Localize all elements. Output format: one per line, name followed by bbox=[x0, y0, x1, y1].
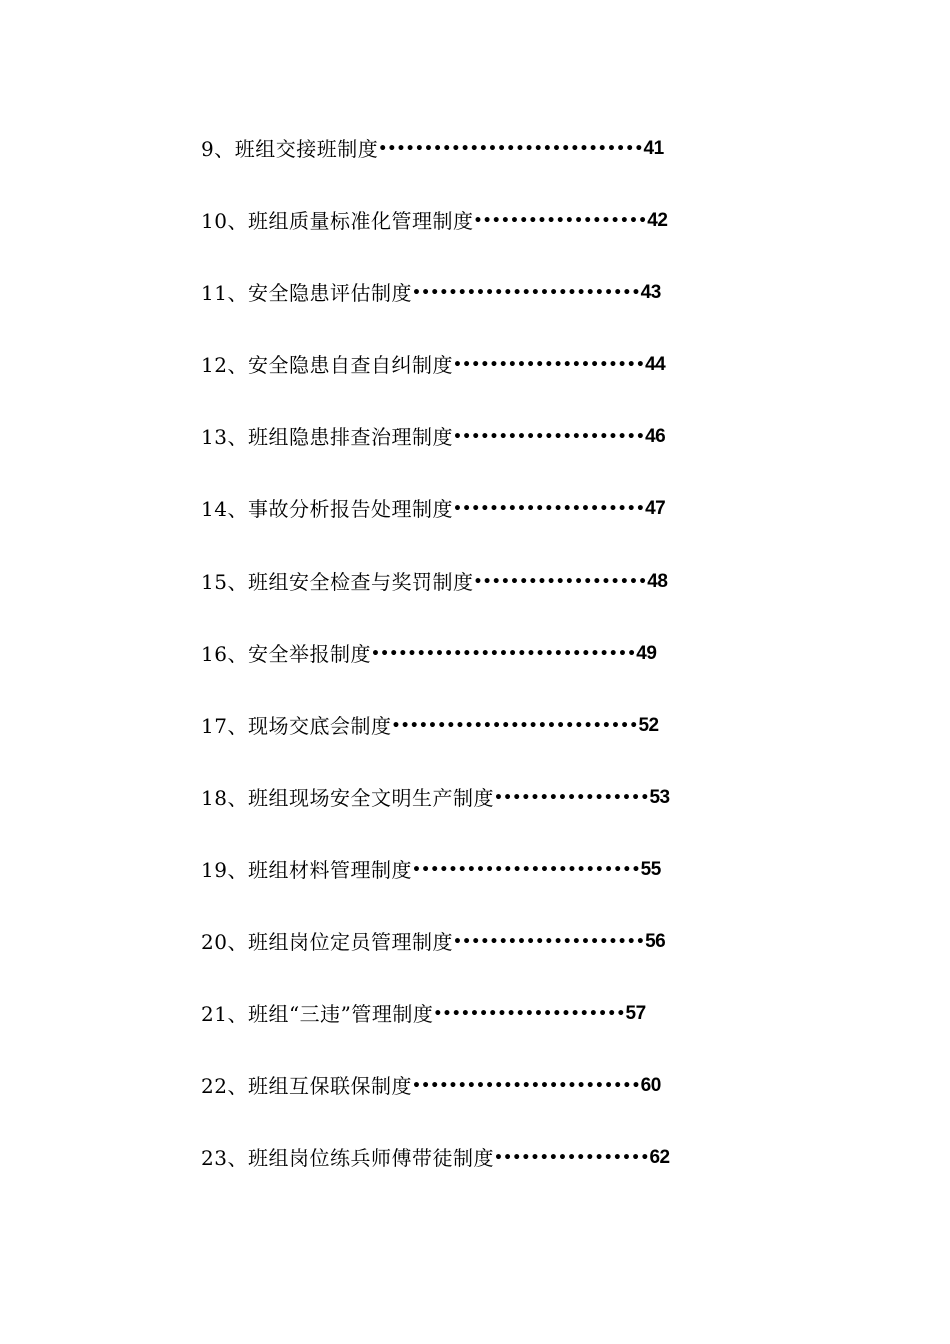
toc-page-number: 42 bbox=[647, 210, 668, 232]
toc-dot-leader: ••••••••••••••••••••••••••••• bbox=[378, 141, 644, 157]
toc-entry-title: 11、安全隐患评估制度 bbox=[201, 281, 412, 306]
toc-dot-leader: ••••••••••••••••••••••••• bbox=[411, 1078, 641, 1095]
toc-entry[interactable] bbox=[201, 852, 761, 924]
toc-dot-leader: ••••••••••••••••••• bbox=[473, 213, 648, 230]
toc-dot-leader: ••••••••••••••••• bbox=[493, 789, 650, 806]
toc-entry-title: 12、安全隐患自查自纠制度 bbox=[201, 353, 453, 378]
toc-entry-title: 22、班组互保联保制度 bbox=[201, 1074, 412, 1099]
toc-entry-title: 9、班组交接班制度 bbox=[201, 137, 379, 161]
table-of-contents bbox=[201, 131, 761, 1212]
toc-entry-title: 14、事故分析报告处理制度 bbox=[201, 497, 453, 522]
toc-entry[interactable] bbox=[201, 131, 761, 203]
toc-page-number: 56 bbox=[645, 931, 666, 953]
toc-page-number: 62 bbox=[649, 1147, 670, 1169]
toc-entry[interactable] bbox=[201, 491, 761, 563]
toc-entry-title: 17、现场交底会制度 bbox=[201, 713, 392, 738]
toc-dot-leader: ••••••••••••••••• bbox=[493, 1150, 650, 1167]
toc-page-number: 57 bbox=[625, 1003, 646, 1025]
toc-dot-leader: ••••••••••••••••••••••••• bbox=[411, 861, 641, 878]
toc-entry[interactable] bbox=[201, 1068, 761, 1140]
toc-page-number: 41 bbox=[643, 138, 664, 159]
toc-entry[interactable] bbox=[201, 708, 761, 780]
toc-entry-title: 15、班组安全检查与奖罚制度 bbox=[201, 569, 474, 594]
toc-entry-title: 20、班组岗位定员管理制度 bbox=[201, 930, 453, 955]
toc-dot-leader: ••••••••••••••••••••••••• bbox=[411, 285, 641, 302]
toc-entry-title: 13、班组隐患排查治理制度 bbox=[201, 425, 453, 450]
toc-dot-leader: ••••••••••••••••••••• bbox=[452, 357, 646, 374]
toc-entry[interactable] bbox=[201, 275, 761, 347]
toc-page-number: 47 bbox=[645, 498, 666, 520]
toc-entry[interactable] bbox=[201, 564, 761, 636]
toc-entry-title: 16、安全举报制度 bbox=[201, 641, 371, 666]
toc-entry[interactable] bbox=[201, 347, 761, 419]
toc-entry-title: 19、班组材料管理制度 bbox=[201, 857, 412, 882]
toc-page-number: 53 bbox=[649, 786, 670, 808]
toc-page-number: 55 bbox=[640, 858, 661, 880]
toc-page-number: 52 bbox=[638, 714, 659, 736]
toc-page-number: 49 bbox=[636, 642, 657, 664]
toc-entry[interactable] bbox=[201, 996, 761, 1068]
toc-entry-title: 18、班组现场安全文明生产制度 bbox=[201, 785, 494, 810]
toc-dot-leader: ••••••••••••••••••••••••••• bbox=[391, 717, 639, 734]
toc-page-number: 44 bbox=[645, 354, 666, 376]
toc-entry[interactable] bbox=[201, 419, 761, 491]
toc-page-number: 48 bbox=[647, 570, 668, 592]
toc-page-number: 46 bbox=[645, 426, 666, 448]
toc-dot-leader: ••••••••••••••••••••• bbox=[452, 934, 646, 951]
toc-entry[interactable] bbox=[201, 636, 761, 708]
toc-entry[interactable] bbox=[201, 203, 761, 275]
toc-entry-title: 21、班组“三违”管理制度 bbox=[201, 1002, 434, 1027]
toc-page-number: 60 bbox=[640, 1075, 661, 1097]
toc-entry[interactable] bbox=[201, 780, 761, 852]
toc-entry-title: 10、班组质量标准化管理制度 bbox=[201, 209, 474, 234]
toc-entry-title: 23、班组岗位练兵师傅带徒制度 bbox=[201, 1146, 494, 1171]
toc-entry[interactable] bbox=[201, 924, 761, 996]
toc-dot-leader: ••••••••••••••••••••• bbox=[433, 1006, 626, 1023]
toc-entry[interactable] bbox=[201, 1140, 761, 1212]
toc-dot-leader: ••••••••••••••••••••• bbox=[452, 429, 646, 446]
toc-dot-leader: ••••••••••••••••••• bbox=[473, 573, 648, 590]
toc-dot-leader: ••••••••••••••••••••• bbox=[452, 501, 646, 518]
toc-dot-leader: ••••••••••••••••••••••••••••• bbox=[370, 645, 637, 662]
toc-page-number: 43 bbox=[640, 282, 661, 304]
